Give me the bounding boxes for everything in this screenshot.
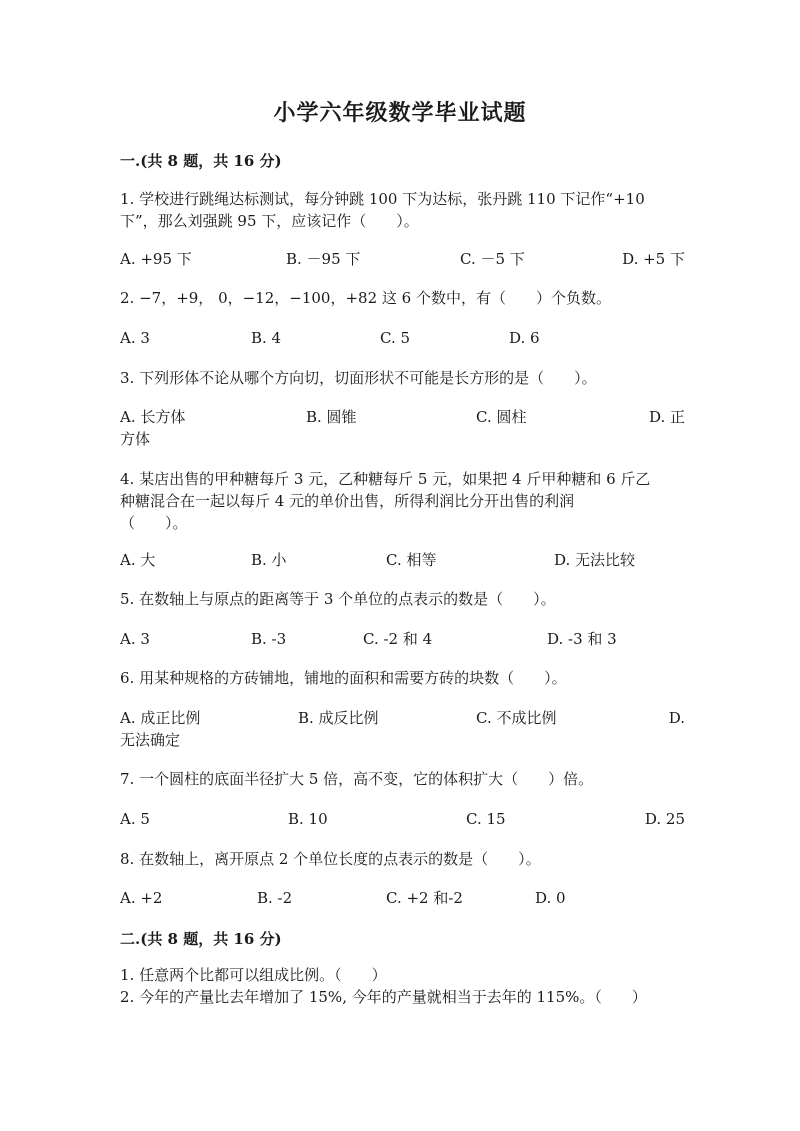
section-heading-1: 一.(共 8 题，共 16 分) [120,152,282,170]
question-4-line-3: （ ）。 [120,514,188,532]
question-4-options [120,549,685,593]
question-1-line-1: 1. 学校进行跳绳达标测试，每分钟跳 100 下为达标，张丹跳 110 下记作“+10 [120,190,645,208]
option-b[interactable]: B. 4 [251,329,282,347]
option-b[interactable]: B. －95 下 [286,250,361,268]
option-b[interactable]: B. -3 [251,630,287,648]
option-a[interactable]: A. 长方体 [120,408,186,426]
question-4 [120,468,685,534]
option-a[interactable]: A. 5 [120,810,150,828]
question-2 [120,287,685,309]
option-c[interactable]: C. 圆柱 [476,408,527,426]
option-b[interactable]: B. 10 [288,810,328,828]
option-b[interactable]: B. 成反比例 [298,709,379,727]
option-d-continued[interactable]: 方体 [120,430,151,448]
question-5-line-1: 5. 在数轴上与原点的距离等于 3 个单位的点表示的数是（ ）。 [120,590,556,608]
option-d[interactable]: D. [668,709,685,727]
option-d[interactable]: D. 25 [644,810,685,828]
option-d[interactable]: D. 0 [535,889,566,907]
option-c[interactable]: C. +2 和-2 [386,889,463,907]
question-4-line-1: 4. 某店出售的甲种糖每斤 3 元，乙种糖每斤 5 元，如果把 4 斤甲种糖和 6 斤乙 [120,470,651,488]
question-7-line-1: 7. 一个圆柱的底面半径扩大 5 倍，高不变，它的体积扩大（ ）倍。 [120,770,594,788]
question-6-options [120,707,685,751]
question-2-options [120,327,685,371]
option-b[interactable]: B. 圆锥 [306,408,357,426]
option-a[interactable]: A. +2 [120,889,163,907]
option-b[interactable]: B. 小 [251,551,287,569]
option-a[interactable]: A. 大 [120,551,156,569]
option-d-continued[interactable]: 无法确定 [120,731,181,749]
question-8-options [120,887,685,931]
question-1-line-2: 下”，那么刘强跳 95 下，应该记作（ ）。 [120,212,419,230]
question-3 [120,367,685,389]
option-c[interactable]: C. 相等 [386,551,437,569]
judgement-item-2: 2. 今年的产量比去年增加了 15%, 今年的产量就相当于去年的 115%。（ ） [120,988,647,1006]
question-5 [120,588,685,610]
option-c[interactable]: C. 不成比例 [476,709,557,727]
option-d[interactable]: D. 正 [648,408,685,426]
question-8-line-1: 8. 在数轴上，离开原点 2 个单位长度的点表示的数是（ ）。 [120,850,541,868]
option-c[interactable]: C. 5 [380,329,411,347]
question-6 [120,667,685,689]
page-title: 小学六年级数学毕业试题 [273,100,527,126]
question-1 [120,188,685,232]
option-b[interactable]: B. -2 [257,889,293,907]
option-d[interactable]: D. 无法比较 [554,551,636,569]
option-a[interactable]: A. 3 [120,329,150,347]
option-d[interactable]: D. 6 [509,329,540,347]
question-6-line-1: 6. 用某种规格的方砖铺地，铺地的面积和需要方砖的块数（ ）。 [120,669,567,687]
judgement-item-1: 1. 任意两个比都可以组成比例。（ ） [120,966,387,984]
question-3-options [120,406,685,450]
option-d[interactable]: D. +5 下 [622,250,685,268]
question-4-line-2: 种糖混合在一起以每斤 4 元的单价出售，所得利润比分开出售的利润 [120,492,575,510]
option-c[interactable]: C. 15 [466,810,506,828]
question-8 [120,848,685,870]
question-7-options [120,808,685,852]
option-c[interactable]: C. -2 和 4 [363,630,433,648]
question-3-line-1: 3. 下列形体不论从哪个方向切，切面形状不可能是长方形的是（ ）。 [120,369,597,387]
question-2-line-1: 2. −7，+9， 0，−12，−100，+82 这 6 个数中，有（ ）个负数。 [120,289,611,307]
question-5-options [120,628,685,672]
judgement-list [120,964,685,1008]
option-a[interactable]: A. 3 [120,630,150,648]
option-d[interactable]: D. -3 和 3 [547,630,617,648]
option-a[interactable]: A. 成正比例 [120,709,201,727]
section-heading-2: 二.(共 8 题，共 16 分) [120,930,282,948]
question-7 [120,768,685,790]
option-a[interactable]: A. +95 下 [120,250,192,268]
option-c[interactable]: C. －5 下 [460,250,525,268]
question-1-options [120,248,685,292]
